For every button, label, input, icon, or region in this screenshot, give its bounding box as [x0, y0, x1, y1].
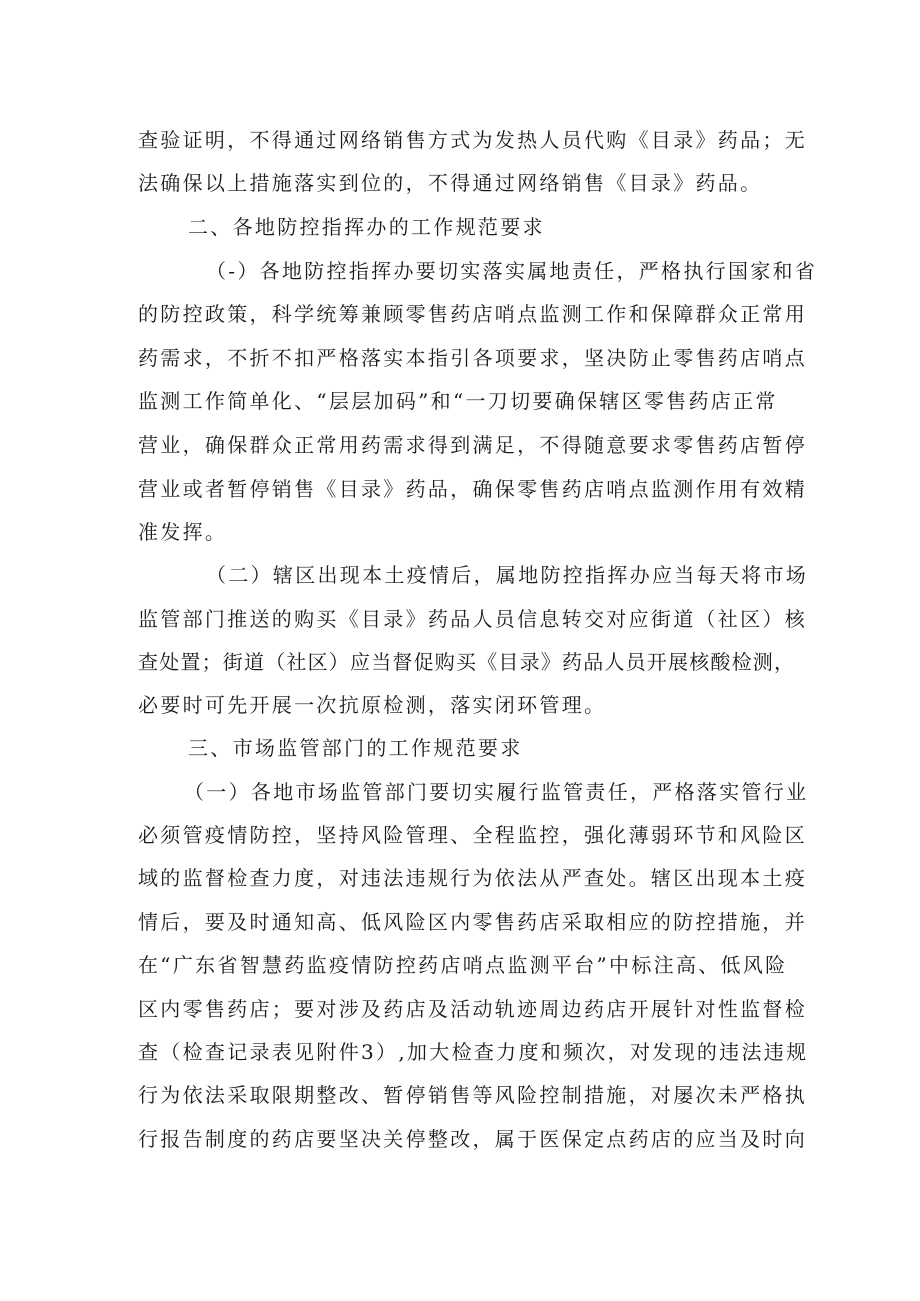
text-line-19: 情后，要及时通知高、低风险区内零售药店采取相应的防控措施，并 [138, 910, 807, 934]
text-line-2: 法确保以上措施落实到位的，不得通过网络销售《目录》药品。 [138, 171, 763, 195]
text-line-21: 区内零售药店；要对涉及药店及活动轨迹周边药店开展针对性监督检 [138, 997, 807, 1021]
text-line-12: 监管部门推送的购买《目录》药品人员信息转交对应街道（社区）核 [138, 607, 807, 631]
text-line-7: 监测工作简单化、“层层加码”和“一刀切要确保辖区零售药店正常 [138, 389, 778, 413]
text-line-1: 查验证明，不得通过网络销售方式为发热人员代购《目录》药品；无 [138, 128, 807, 152]
text-line-10: 准发挥。 [138, 520, 228, 544]
text-line-11: （二）辖区出现本土疫情后，属地防控指挥办应当每天将市场 [206, 563, 809, 587]
section-heading-3: 三、市场监管部门的工作规范要求 [188, 736, 523, 760]
text-line-23: 行为依法采取限期整改、暂停销售等风险控制措施，对屡次未严格执 [138, 1083, 807, 1107]
section-heading-2: 二、各地防控指挥办的工作规范要求 [188, 215, 545, 239]
text-line-16: （一）各地市场监管部门要切实履行监管责任，严格落实管行业 [184, 780, 809, 804]
text-line-9: 营业或者暂停销售《目录》药品，确保零售药店哨点监测作用有效精 [138, 477, 807, 501]
text-line-4: （-）各地防控指挥办要切实落实属地责任，严格执行国家和省 [206, 259, 818, 283]
text-line-20: 在“广东省智慧药监疫情防控药店哨点监测平台”中标注高、低风险 [138, 953, 788, 977]
text-line-5: 的防控政策，科学统筹兼顾零售药店哨点监测工作和保障群众正常用 [138, 302, 807, 326]
text-line-17: 必须管疫情防控，坚持风险管理、全程监控，强化薄弱环节和风险区 [138, 823, 807, 847]
text-line-8: 营业，确保群众正常用药需求得到满足，不得随意要求零售药店暂停 [138, 433, 807, 457]
text-line-14: 必要时可先开展一次抗原检测，落实闭环管理。 [138, 693, 607, 717]
text-line-22: 查（检查记录表见附件3）,加大检查力度和频次，对发现的违法违规 [138, 1040, 809, 1064]
text-line-13: 查处置；街道（社区）应当督促购买《目录》药品人员开展核酸检测， [138, 650, 796, 674]
text-line-6: 药需求，不折不扣严格落实本指引各项要求，坚决防止零售药店哨点 [138, 346, 807, 370]
text-line-24: 行报告制度的药店要坚决关停整改，属于医保定点药店的应当及时向 [138, 1127, 807, 1151]
text-line-18: 域的监督检查力度，对违法违规行为依法从严查处。辖区出现本土疫 [138, 866, 807, 890]
